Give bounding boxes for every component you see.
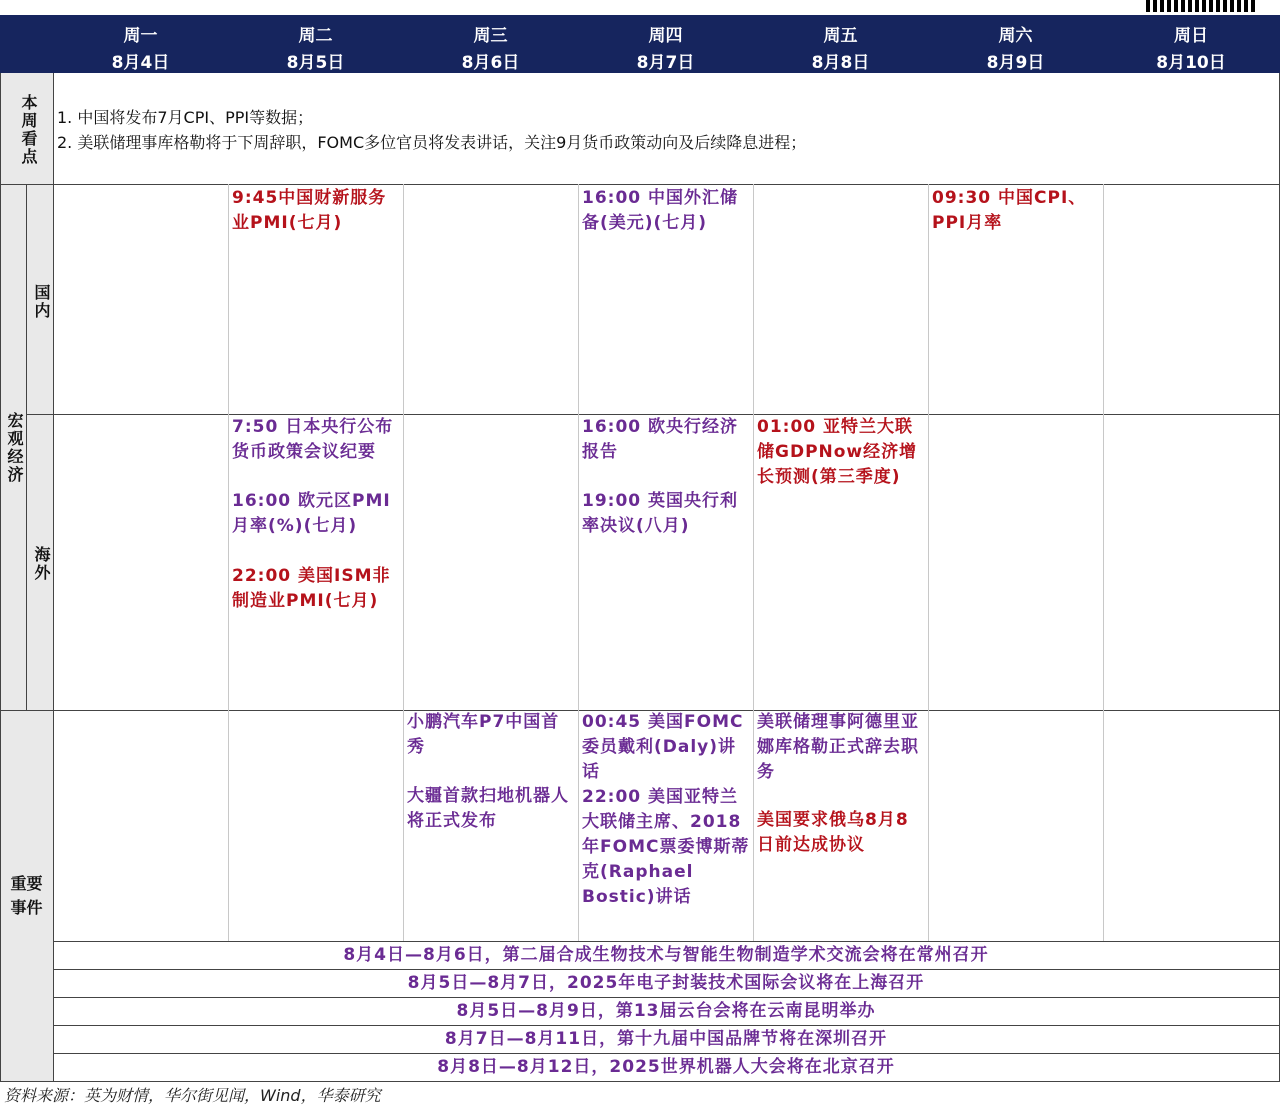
macro-label: 宏观经济 — [5, 412, 24, 484]
day-header-fri — [753, 15, 928, 73]
day-header-tue — [228, 15, 403, 73]
overseas-label: 海外 — [32, 546, 51, 582]
range-event-1: 8月4日—8月6日，第二届合成生物技术与智能生物制造学术交流会将在常州召开 — [343, 945, 989, 965]
border-left — [0, 73, 1, 1082]
domestic-sat-event: 09:30 中国CPI、PPI月率 — [932, 188, 1087, 233]
label-column-edge — [53, 73, 54, 1082]
overseas-thu-event-1: 16:00 欧央行经济报告 — [582, 417, 739, 462]
overseas-tue-event-2: 16:00 欧元区PMI月率(%)(七月) — [232, 491, 391, 536]
date-label: 8月10日 — [1156, 53, 1226, 73]
range-event-2: 8月5日—8月7日，2025年电子封装技术国际会议将在上海召开 — [407, 973, 925, 993]
events-fri-1: 美联储理事阿德里亚娜库格勒正式辞去职务 — [757, 712, 919, 782]
day-separator — [928, 184, 929, 941]
day-header-sat — [928, 15, 1103, 73]
events-thu-2: 22:00 美国亚特兰大联储主席、2018年FOMC票委博斯蒂克(Raphael Bostic)讲话 — [582, 787, 750, 907]
day-separator — [403, 184, 404, 941]
weekday-label: 周二 — [298, 26, 333, 46]
overseas-thu-event-2: 19:00 英国央行利率决议(八月) — [582, 491, 739, 536]
events-fri-2: 美国要求俄乌8月8日前达成协议 — [757, 810, 909, 855]
divider-notes-bottom — [0, 184, 1280, 185]
day-header-thu — [578, 15, 753, 73]
week-notes-label: 本周看点 — [19, 94, 38, 166]
weekday-label: 周四 — [648, 26, 683, 46]
sub-label-edge — [26, 184, 27, 710]
date-label: 8月8日 — [811, 53, 870, 73]
date-label: 8月6日 — [461, 53, 520, 73]
domestic-thu-event: 16:00 中国外汇储备(美元)(七月) — [582, 188, 739, 233]
day-separator — [228, 184, 229, 941]
events-thu-1: 00:45 美国FOMC委员戴利(Daly)讲话 — [582, 712, 744, 782]
date-label: 8月4日 — [111, 53, 170, 73]
day-separator — [753, 184, 754, 941]
qr-code-icon — [1146, 0, 1258, 12]
range-event-5: 8月8日—8月12日，2025世界机器人大会将在北京召开 — [437, 1057, 895, 1077]
overseas-tue-event-1: 7:50 日本央行公布货币政策会议纪要 — [232, 417, 394, 462]
weekday-label: 周六 — [998, 26, 1033, 46]
day-header-wed — [403, 15, 578, 73]
events-label — [0, 872, 53, 920]
range-event-3: 8月5日—8月9日，第13届云台会将在云南昆明举办 — [456, 1001, 876, 1021]
day-separator — [1103, 184, 1104, 941]
events-wed-1: 小鹏汽车P7中国首秀 — [407, 712, 560, 757]
weekday-label: 周日 — [1174, 26, 1208, 46]
domestic-tue-event: 9:45中国财新服务业PMI(七月) — [232, 188, 387, 233]
date-label: 8月9日 — [986, 53, 1045, 73]
day-separator — [578, 184, 579, 941]
divider-table-bottom — [0, 1081, 1280, 1082]
weekday-label: 周一 — [123, 26, 158, 46]
source-note: 资料来源：英为财情，华尔街见闻，Wind，华泰研究 — [4, 1086, 381, 1105]
week-note-2: 2. 美联储理事库格勒将于下周辞职，FOMC多位官员将发表讲话，关注9月货币政策动向及后续降息进程； — [57, 133, 807, 152]
week-note-1: 1. 中国将发布7月CPI、PPI等数据； — [57, 108, 314, 127]
events-label-text: 重要事件 — [10, 874, 43, 917]
events-wed-2: 大疆首款扫地机器人将正式发布 — [407, 786, 569, 831]
date-label: 8月5日 — [286, 53, 345, 73]
domestic-label: 国内 — [32, 284, 51, 320]
overseas-fri-event-1: 01:00 亚特兰大联储GDPNow经济增长预测(第三季度) — [757, 417, 918, 487]
date-label: 8月7日 — [636, 53, 695, 73]
overseas-tue-event-3: 22:00 美国ISM非制造业PMI(七月) — [232, 566, 391, 611]
range-event-4: 8月7日—8月11日，第十九届中国品牌节将在深圳召开 — [444, 1029, 888, 1049]
day-header-mon — [53, 15, 228, 73]
weekday-label: 周五 — [823, 26, 858, 46]
day-header-sun — [1103, 15, 1279, 73]
weekday-label: 周三 — [473, 26, 508, 46]
